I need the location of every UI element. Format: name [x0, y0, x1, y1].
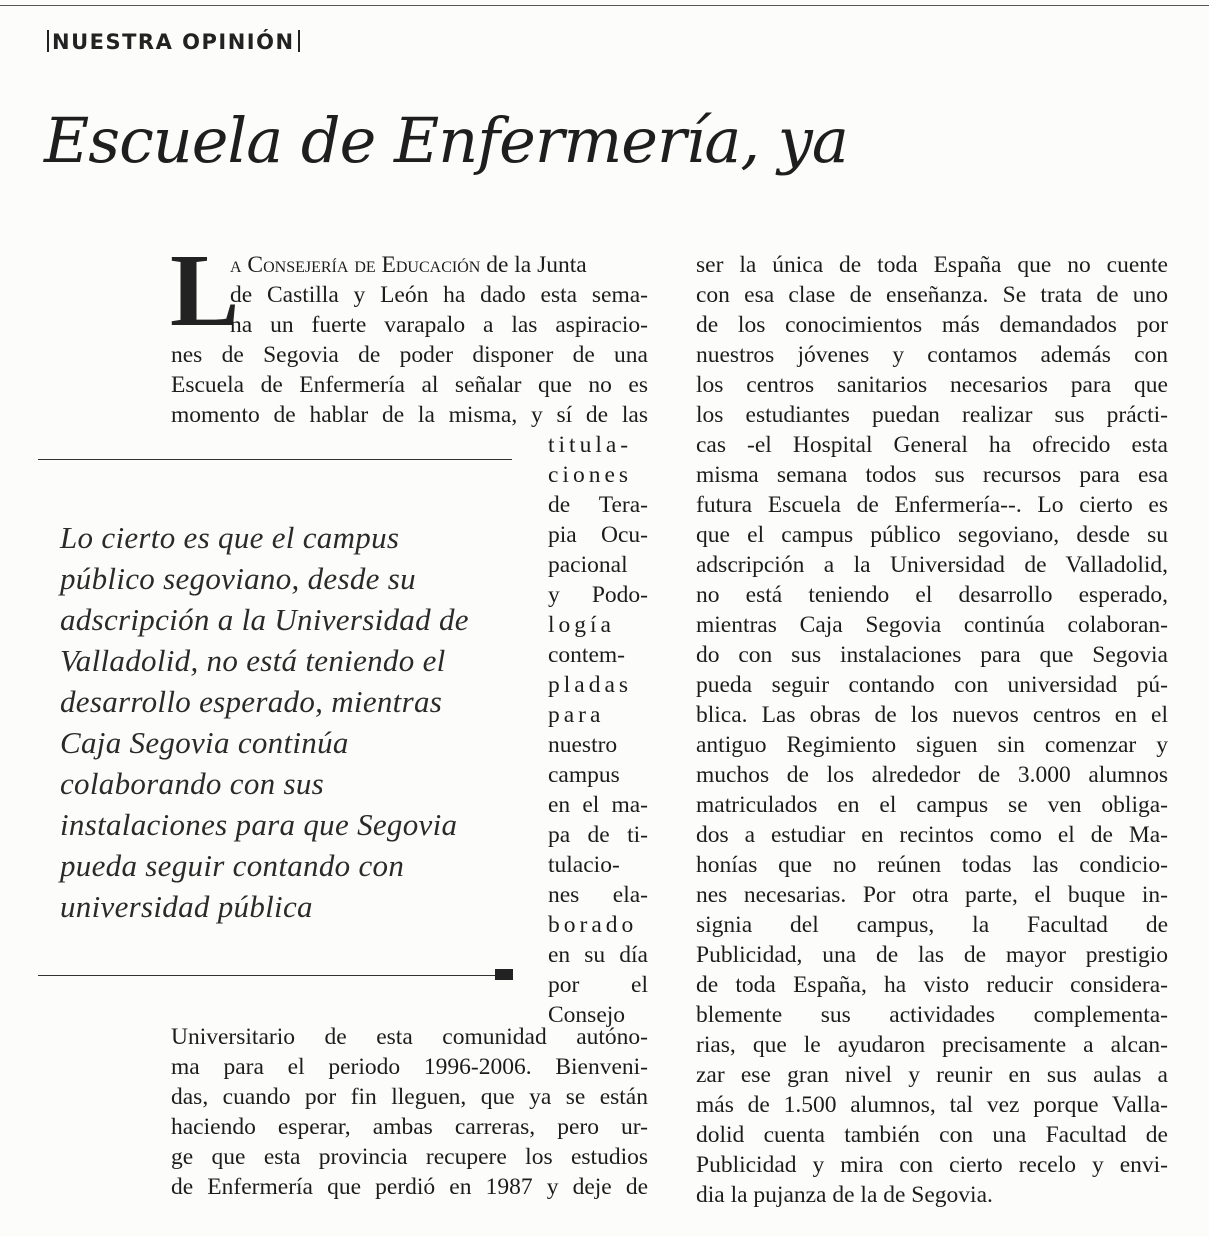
right-column-line: do con sus instalaciones para que Segovia	[696, 642, 1168, 668]
narrow-line: pia Ocu-	[548, 522, 648, 548]
lead-line: de Castilla y León ha dado esta sema-	[230, 282, 648, 308]
narrow-line: nes ela-	[548, 882, 648, 908]
narrow-line: por el	[548, 972, 648, 998]
section-label	[44, 30, 303, 54]
tail-line: haciendo esperar, ambas carreras, pero ur-	[171, 1114, 648, 1140]
narrow-line: en su día	[548, 942, 648, 968]
pull-quote-line: pueda seguir contando con	[60, 848, 405, 883]
drop-cap: L	[170, 233, 240, 348]
pull-quote-line: instalaciones para que Segovia	[60, 807, 458, 842]
pull-quote-line: colaborando con sus	[60, 766, 325, 801]
right-column-line: mientras Caja Segovia continúa colaboran-	[696, 612, 1168, 638]
right-column-line: los centros sanitarios necesarios para que	[696, 372, 1168, 398]
label-bar-right	[298, 30, 300, 52]
right-column-line: ser la única de toda España que no cuente	[696, 252, 1168, 278]
pull-quote-line: universidad pública	[60, 889, 313, 924]
label-bar-left	[47, 30, 49, 52]
narrow-line: pladas	[548, 672, 633, 698]
tail-line: das, cuando por fin lleguen, que ya se están	[171, 1084, 648, 1110]
right-column-line: matriculados en el campus se ven obliga-	[696, 792, 1168, 818]
right-column-line: de los conocimientos más demandados por	[696, 312, 1168, 338]
right-column-line: dos a estudiar en recintos como el de Ma-	[696, 822, 1168, 848]
right-column-line: antiguo Regimiento siguen sin comenzar y	[696, 732, 1168, 758]
right-column-line: honías que no reúnen todas las condicio-	[696, 852, 1168, 878]
right-column-line: Publicidad, una de las de mayor prestigio	[696, 942, 1168, 968]
lead-line: na un fuerte varapalo a las aspiracio-	[230, 312, 648, 338]
pull-quote-line: Valladolid, no está teniendo el	[60, 643, 446, 678]
lead-line: momento de hablar de la misma, y sí de las	[171, 402, 648, 428]
pull-quote-bottom-rule	[38, 975, 498, 976]
narrow-line: ciones	[548, 462, 633, 488]
right-column-line: adscripción a la Universidad de Valladolid,	[696, 552, 1168, 578]
right-column-line: blemente sus actividades complementa-	[696, 1002, 1168, 1028]
right-column-line: muchos de los alrededor de 3.000 alumnos	[696, 762, 1168, 788]
right-column-line: dia la pujanza de la de Segovia.	[696, 1182, 993, 1208]
right-column-line: signia del campus, la Facultad de	[696, 912, 1168, 938]
right-column-line: zar ese gran nivel y reunir en sus aulas a	[696, 1062, 1168, 1088]
right-column-line: cas -el Hospital General ha ofrecido esta	[696, 432, 1168, 458]
narrow-line: en el ma-	[548, 792, 648, 818]
narrow-line: campus	[548, 762, 620, 788]
narrow-line: de Tera-	[548, 492, 648, 518]
right-column-line: dolid cuenta también con una Facultad de	[696, 1122, 1168, 1148]
pull-quote-line: público segoviano, desde su	[60, 561, 416, 596]
narrow-line: para	[548, 702, 605, 728]
lead-line	[230, 250, 587, 280]
tail-line: Universitario de esta comunidad autóno-	[171, 1024, 648, 1050]
pull-quote-line: Lo cierto es que el campus	[60, 520, 400, 555]
right-column-line: nes necesarias. Por otra parte, el buque in-	[696, 882, 1168, 908]
pull-quote-line: desarrollo esperado, mientras	[60, 684, 443, 719]
lead-line: nes de Segovia de poder disponer de una	[171, 342, 648, 368]
narrow-line: contem-	[548, 642, 625, 668]
right-column-line: pueda seguir contando con universidad pú-	[696, 672, 1168, 698]
narrow-line: nuestro	[548, 732, 618, 758]
pull-quote-line: Caja Segovia continúa	[60, 725, 349, 760]
right-column-line: futura Escuela de Enfermería--. Lo cierto es	[696, 492, 1168, 518]
narrow-line: Consejo	[548, 1002, 626, 1028]
right-column-line: rias, que le ayudaron precisamente a alcan-	[696, 1032, 1168, 1058]
right-column-line: con esa clase de enseñanza. Se trata de uno	[696, 282, 1168, 308]
lead-line: Escuela de Enfermería al señalar que no es	[171, 372, 648, 398]
narrow-line: pacional	[548, 552, 628, 578]
narrow-line: y Podo-	[548, 582, 648, 608]
narrow-line: tulacio-	[548, 852, 620, 878]
narrow-line: titula-	[548, 432, 633, 458]
right-column-line: no está teniendo el desarrollo esperado,	[696, 582, 1168, 608]
pull-quote-end-mark	[495, 969, 513, 980]
tail-line: ma para el periodo 1996-2006. Bienveni-	[171, 1054, 648, 1080]
lead-line-1-text: de la Junta	[480, 252, 587, 278]
right-column-line: los estudiantes puedan realizar sus prácti-	[696, 402, 1168, 428]
right-column-line: Publicidad y mira con cierto recelo y envi-	[696, 1152, 1168, 1178]
tail-line: ge que esta provincia recupere los estudios	[171, 1144, 648, 1170]
narrow-line: borado	[548, 912, 638, 938]
right-column-line: de toda España, ha visto reducir considera-	[696, 972, 1168, 998]
top-rule	[0, 5, 1209, 6]
intro-small-caps: a Consejería de Educación	[230, 252, 481, 278]
right-column-line: misma semana todos sus recursos para esa	[696, 462, 1168, 488]
right-column-line: más de 1.500 alumnos, tal vez porque Valla-	[696, 1092, 1168, 1118]
pull-quote-top-rule	[38, 459, 512, 460]
right-column-line: que el campus público segoviano, desde su	[696, 522, 1168, 548]
right-column-line: blica. Las obras de los nuevos centros en el	[696, 702, 1168, 728]
narrow-line: logía	[548, 612, 615, 638]
narrow-line: pa de ti-	[548, 822, 648, 848]
headline: Escuela de Enfermería, ya	[44, 104, 848, 177]
right-column-line: nuestros jóvenes y contamos además con	[696, 342, 1168, 368]
section-label-text: NUESTRA OPINIÓN	[52, 30, 295, 54]
tail-line: de Enfermería que perdió en 1987 y deje de	[171, 1174, 648, 1200]
pull-quote-line: adscripción a la Universidad de	[60, 602, 469, 637]
